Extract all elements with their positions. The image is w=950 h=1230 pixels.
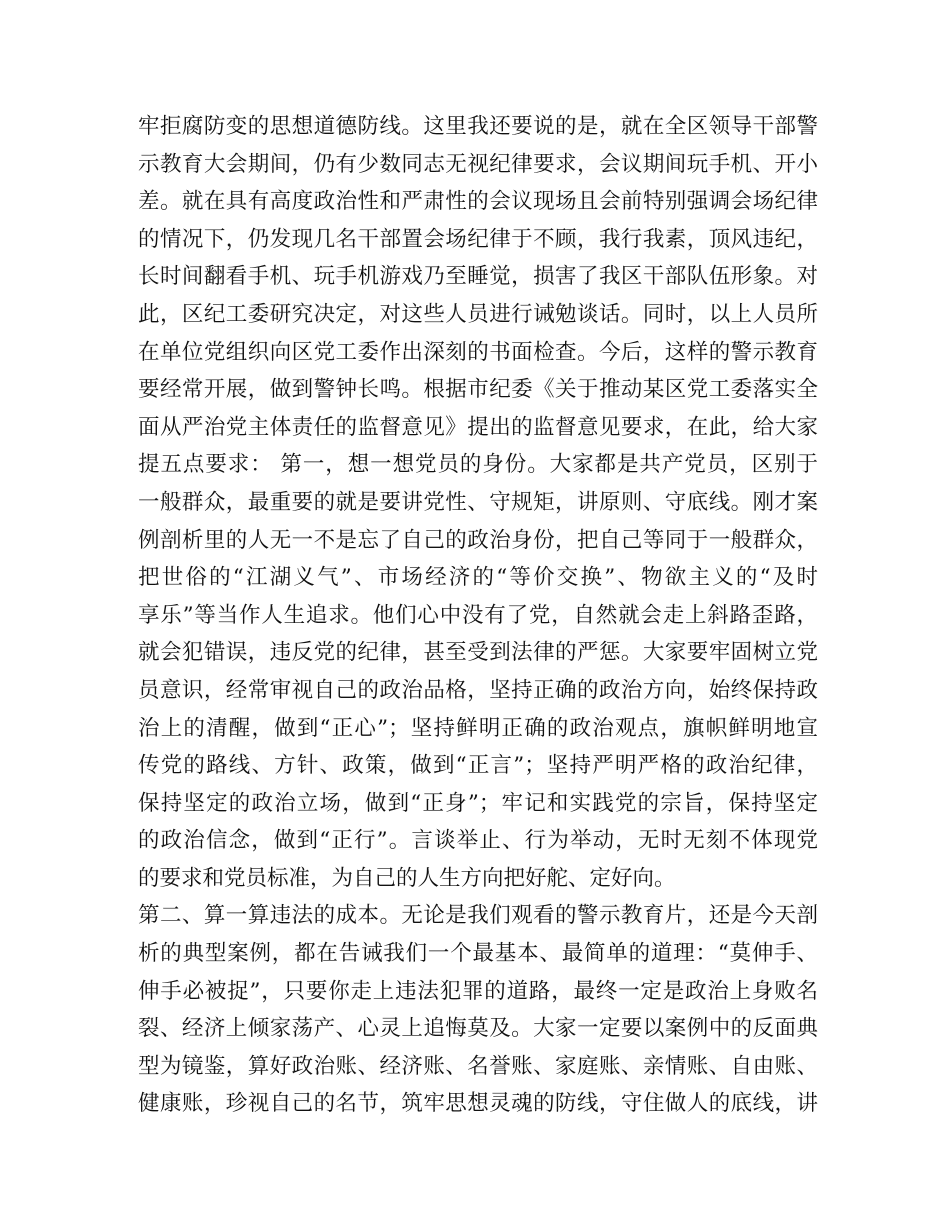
text-line: 员意识，经常审视自己的政治品格，坚持正确的政治方向，始终保持政 [138, 677, 818, 703]
text-line: 长时间翻看手机、玩手机游戏乃至睡觉，损害了我区干部队伍形象。对 [138, 264, 818, 290]
text-line: 的情况下，仍发现几名干部置会场纪律于不顾，我行我素，顶风违纪， [138, 226, 818, 252]
text-line: 传党的路线、方针、政策，做到“正言”；坚持严明严格的政治纪律， [138, 753, 818, 779]
text-line: 此，区纪工委研究决定，对这些人员进行诫勉谈话。同时，以上人员所 [138, 301, 818, 327]
text-line: 面从严治党主体责任的监督意见》提出的监督意见要求，在此，给大家 [138, 414, 818, 440]
text-line: 差。就在具有高度政治性和严肃性的会议现场且会前特别强调会场纪律 [138, 189, 818, 215]
text-line: 的政治信念，做到“正行”。言谈举止、行为举动，无时无刻不体现党 [138, 828, 818, 854]
text-line: 示教育大会期间，仍有少数同志无视纪律要求，会议期间玩手机、开小 [138, 151, 818, 177]
text-line: 型为镜鉴，算好政治账、经济账、名誉账、家庭账、亲情账、自由账、 [138, 1053, 818, 1079]
text-line: 裂、经济上倾家荡产、心灵上追悔莫及。大家一定要以案例中的反面典 [138, 1016, 818, 1042]
text-line: 一般群众，最重要的就是要讲党性、守规矩，讲原则、守底线。刚才案 [138, 489, 818, 515]
text-line: 牢拒腐防变的思想道德防线。这里我还要说的是，就在全区领导干部警 [138, 114, 818, 139]
text-line: 健康账，珍视自己的名节，筑牢思想灵魂的防线，守住做人的底线，讲 [138, 1091, 818, 1117]
text-line: 要经常开展，做到警钟长鸣。根据市纪委《关于推动某区党工委落实全 [138, 377, 818, 403]
text-line: 治上的清醒，做到“正心”；坚持鲜明正确的政治观点，旗帜鲜明地宣 [138, 715, 818, 741]
text-line: 在单位党组织向区党工委作出深刻的书面检查。今后，这样的警示教育 [138, 339, 818, 365]
text-line: 把世俗的“江湖义气”、市场经济的“等价交换”、物欲主义的“及时 [138, 565, 818, 591]
body-text [138, 108, 818, 1123]
text-line: 就会犯错误，违反党的纪律，甚至受到法律的严惩。大家要牢固树立党 [138, 640, 818, 666]
text-line: 提五点要求： 第一，想一想党员的身份。大家都是共产党员，区别于 [138, 452, 818, 478]
text-line: 析的典型案例，都在告诫我们一个最基本、最简单的道理：“莫伸手、 [138, 941, 818, 967]
text-line: 享乐”等当作人生追求。他们心中没有了党，自然就会走上斜路歪路， [138, 602, 818, 628]
text-line: 例剖析里的人无一不是忘了自己的政治身份，把自己等同于一般群众， [138, 527, 818, 553]
text-line: 第二、算一算违法的成本。无论是我们观看的警示教育片，还是今天剖 [138, 903, 818, 929]
text-line: 的要求和党员标准，为自己的人生方向把好舵、定好向。 [138, 865, 676, 891]
text-line: 伸手必被捉”，只要你走上违法犯罪的道路，最终一定是政治上身败名 [138, 978, 818, 1004]
text-line: 保持坚定的政治立场，做到“正身”；牢记和实践党的宗旨，保持坚定 [138, 790, 818, 816]
